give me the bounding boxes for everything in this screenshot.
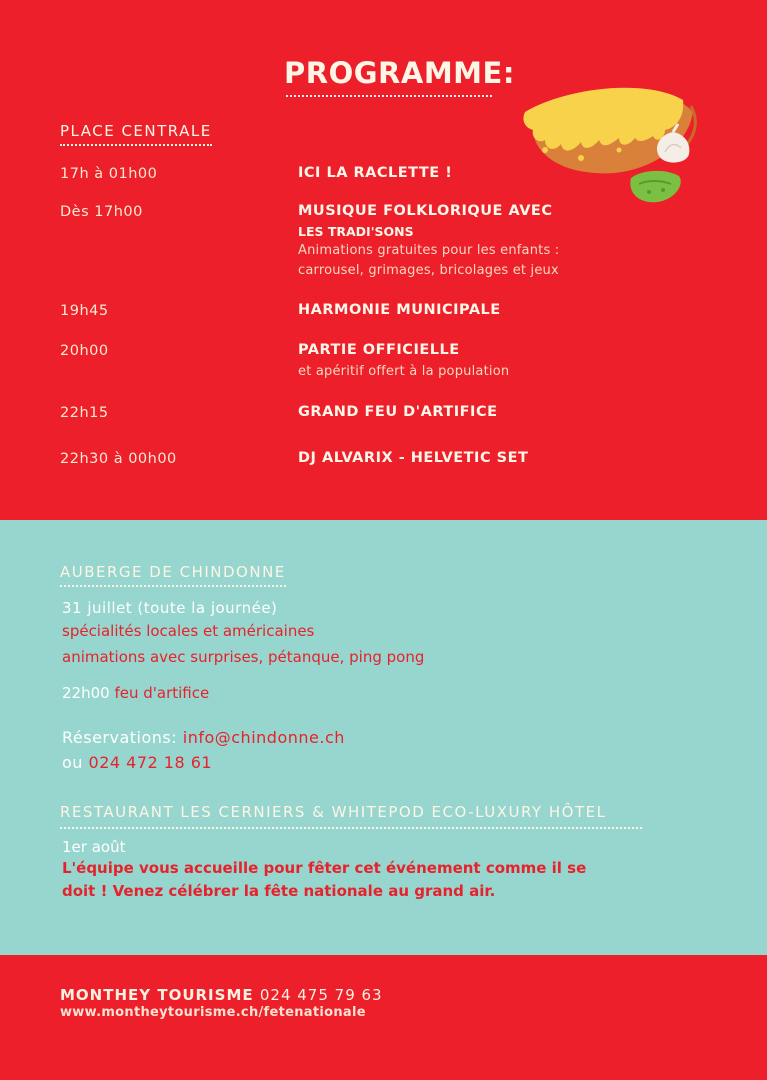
schedule-time-1: 17h à 01h00 — [60, 166, 158, 182]
footer-phone[interactable]: 024 475 79 63 — [259, 986, 383, 1004]
schedule-event-4: PARTIE OFFICIELLE — [298, 342, 460, 358]
auberge-line-2: animations avec surprises, pétanque, ping pong — [62, 648, 425, 666]
schedule-time-5: 22h15 — [60, 405, 109, 421]
schedule-event-6: DJ ALVARIX - HELVETIC SET — [298, 450, 529, 466]
cerniers-line-2: doit ! Venez célébrer la fête nationale au grand air. — [62, 882, 496, 900]
auberge-fireworks-label: feu d'artifice — [114, 684, 210, 702]
reservations-label: Réservations: — [62, 728, 178, 747]
auberge-fireworks-time: 22h00 — [62, 684, 110, 702]
auberge-line-1: spécialités locales et américaines — [62, 622, 315, 640]
or-label: ou — [62, 753, 83, 772]
schedule-event-4-note: et apéritif offert à la population — [298, 364, 510, 379]
place-centrale-heading: PLACE CENTRALE — [60, 122, 212, 146]
schedule-event-5: GRAND FEU D'ARTIFICE — [298, 404, 498, 420]
footer-url-link[interactable]: www.montheytourisme.ch/fetenationale — [60, 1005, 366, 1020]
auberge-fireworks — [62, 684, 209, 702]
auberge-phone-line — [62, 753, 212, 772]
schedule-event-1: ICI LA RACLETTE ! — [298, 165, 453, 181]
cerniers-date: 1er août — [62, 838, 126, 856]
auberge-heading: AUBERGE DE CHINDONNE — [60, 563, 286, 587]
pickle-icon — [630, 171, 680, 202]
cerniers-line-1: L'équipe vous accueille pour fêter cet événement comme il se — [62, 859, 587, 877]
schedule-event-2-note-2: carrousel, grimages, bricolages et jeux — [298, 263, 559, 278]
footer-contact — [60, 986, 383, 1004]
raclette-illustration — [515, 82, 715, 212]
reservations-email-link[interactable]: info@chindonne.ch — [182, 728, 345, 747]
schedule-event-2-sub: LES TRADI'SONS — [298, 224, 414, 239]
footer-name: MONTHEY TOURISME — [60, 986, 254, 1004]
title-dotted-underline — [286, 95, 492, 97]
auberge-reservations — [62, 728, 345, 747]
auberge-date: 31 juillet (toute la journée) — [62, 599, 278, 617]
cerniers-heading-text: RESTAURANT LES CERNIERS & WHITEPOD ECO-LUXURY HÔTEL — [60, 803, 607, 821]
schedule-event-3: HARMONIE MUNICIPALE — [298, 302, 501, 318]
page-title: PROGRAMME: — [284, 56, 515, 90]
schedule-event-2-note-1: Animations gratuites pour les enfants : — [298, 243, 560, 258]
schedule-time-3: 19h45 — [60, 303, 109, 319]
schedule-time-4: 20h00 — [60, 343, 109, 359]
auberge-phone[interactable]: 024 472 18 61 — [88, 753, 213, 772]
schedule-time-2: Dès 17h00 — [60, 204, 143, 220]
schedule-event-2: MUSIQUE FOLKLORIQUE AVEC — [298, 203, 553, 219]
cerniers-dotted-underline — [60, 827, 642, 829]
cerniers-heading — [60, 803, 642, 821]
schedule-time-6: 22h30 à 00h00 — [60, 451, 177, 467]
